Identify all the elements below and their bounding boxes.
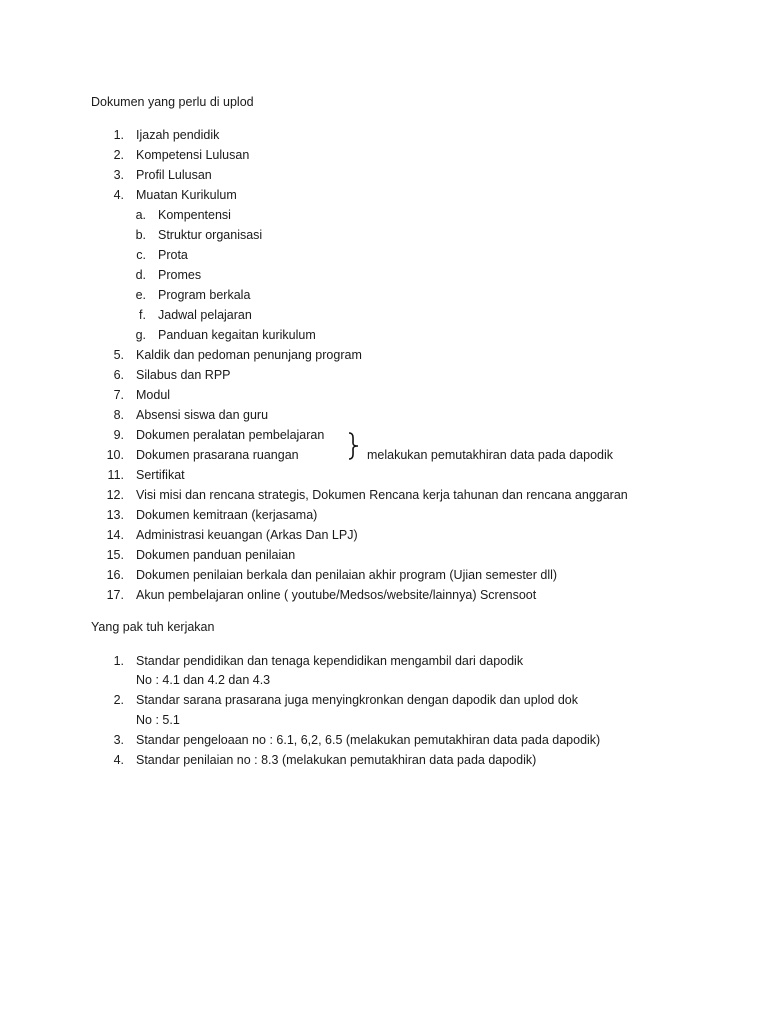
list1-item: Kaldik dan pedoman penunjang program <box>136 348 362 362</box>
list1-marker: 5. <box>113 348 124 362</box>
heading-tugas: Yang pak tuh kerjakan <box>91 620 215 634</box>
sublist-item: Promes <box>158 268 202 282</box>
list1-marker: 9. <box>113 428 124 442</box>
sublist-item: Program berkala <box>158 288 251 302</box>
list1-marker: 10. <box>106 448 124 462</box>
list1-item: Profil Lulusan <box>136 168 212 182</box>
sublist-marker: g. <box>135 328 146 342</box>
list1-item: Administrasi keuangan (Arkas Dan LPJ) <box>136 528 358 542</box>
list1-marker: 13. <box>106 508 124 522</box>
list1-item: Dokumen panduan penilaian <box>136 548 296 562</box>
list1-marker: 11. <box>107 468 124 482</box>
sublist-marker: c. <box>136 248 146 262</box>
list1-marker: 6. <box>113 368 124 382</box>
list1-marker: 8. <box>113 408 124 422</box>
brace-note: melakukan pemutakhiran data pada dapodik <box>367 448 614 462</box>
list1-marker: 17. <box>106 588 124 602</box>
list1-marker: 2. <box>113 148 124 162</box>
list2-item-continuation: No : 5.1 <box>136 713 180 727</box>
list1-marker: 15. <box>106 548 124 562</box>
list1-item: Muatan Kurikulum <box>136 188 237 202</box>
list1-item: Dokumen peralatan pembelajaran <box>136 428 325 442</box>
list1-marker: 16. <box>106 568 124 582</box>
list1-marker: 12. <box>106 488 124 502</box>
list2-item: Standar sarana prasarana juga menyingkronkan dengan dapodik dan uplod dok <box>136 693 578 707</box>
sublist-marker: b. <box>135 228 146 242</box>
list2-item: Standar penilaian no : 8.3 (melakukan pemutakhiran data pada dapodik) <box>136 753 537 767</box>
list2-item-continuation: No : 4.1 dan 4.2 dan 4.3 <box>136 673 271 687</box>
list1-item: Absensi siswa dan guru <box>136 408 269 422</box>
list2-item: Standar pendidikan dan tenaga kependidikan mengambil dari dapodik <box>136 654 524 668</box>
sublist-item: Jadwal pelajaran <box>158 308 252 322</box>
sublist-marker: f. <box>139 308 146 322</box>
sublist-marker: e. <box>135 288 146 302</box>
list1-marker: 4. <box>113 188 124 202</box>
list1-item: Dokumen kemitraan (kerjasama) <box>136 508 318 522</box>
list1-marker: 1. <box>113 128 124 142</box>
sublist-item: Panduan kegaitan kurikulum <box>158 328 316 342</box>
list2-item: Standar pengeloaan no : 6.1, 6,2, 6.5 (melakukan pemutakhiran data pada dapodik) <box>136 733 601 747</box>
list1-item: Ijazah pendidik <box>136 128 220 142</box>
list1-marker: 3. <box>113 168 124 182</box>
list2-marker: 1. <box>113 654 124 668</box>
list1-item: Modul <box>136 388 171 402</box>
sublist-marker: d. <box>135 268 146 282</box>
sublist-item: Struktur organisasi <box>158 228 263 242</box>
sublist-marker: a. <box>135 208 146 222</box>
list1-item: Akun pembelajaran online ( youtube/Medsos/website/lainnya) Scrensoot <box>136 588 537 602</box>
sublist-item: Prota <box>158 248 188 262</box>
list2-marker: 4. <box>113 753 124 767</box>
sublist-item: Kompentensi <box>158 208 231 222</box>
list1-item: Silabus dan RPP <box>136 368 231 382</box>
list2-marker: 2. <box>113 693 124 707</box>
list1-marker: 7. <box>113 388 124 402</box>
right-brace-icon <box>346 432 360 460</box>
list1-item: Visi misi dan rencana strategis, Dokumen Rencana kerja tahunan dan rencana anggaran <box>136 488 628 502</box>
list1-marker: 14. <box>106 528 124 542</box>
list1-item: Kompetensi Lulusan <box>136 148 250 162</box>
list1-item: Sertifikat <box>136 468 185 482</box>
heading-dokumen: Dokumen yang perlu di uplod <box>91 95 254 109</box>
list1-item: Dokumen penilaian berkala dan penilaian akhir program (Ujian semester dll) <box>136 568 558 582</box>
list1-item: Dokumen prasarana ruangan <box>136 448 299 462</box>
list2-marker: 3. <box>113 733 124 747</box>
